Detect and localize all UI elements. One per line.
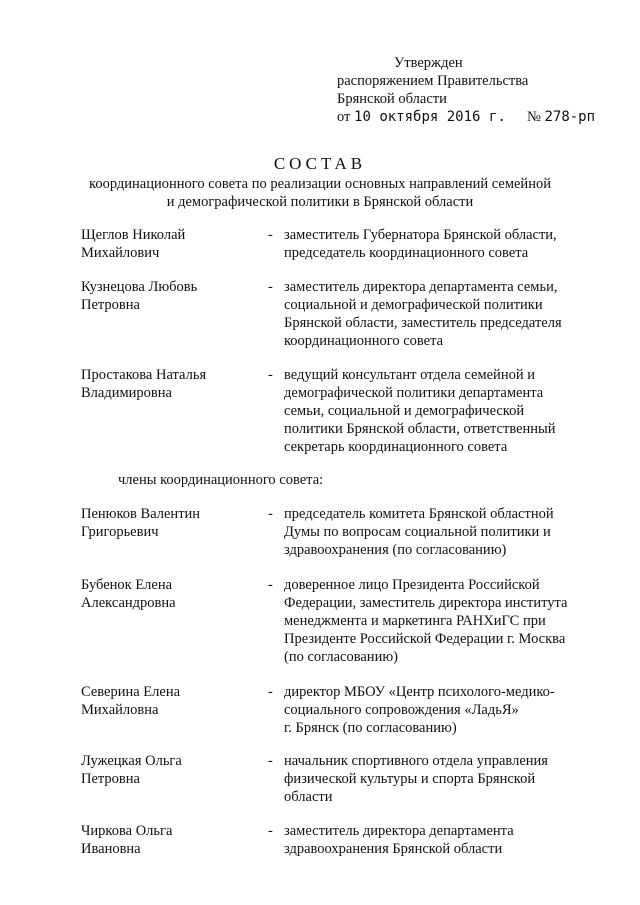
member-name xyxy=(81,505,256,541)
approval-date: 10 октября 2016 г. xyxy=(354,109,506,125)
member-patronymic: Михайловна xyxy=(81,702,159,718)
role-line: ведущий консультант отдела семейной и xyxy=(284,367,535,383)
role-line: физической культуры и спорта Брянской xyxy=(284,771,536,787)
approval-region: Брянской области xyxy=(337,91,447,107)
member-dash: - xyxy=(268,227,273,243)
role-line: демографической политики департамента xyxy=(284,385,544,401)
role-line: начальник спортивного отдела управления xyxy=(284,753,548,769)
member-role xyxy=(284,752,599,806)
role-line: здравоохранения Брянской области xyxy=(284,841,503,857)
member-dash: - xyxy=(268,684,273,700)
member-dash: - xyxy=(268,367,273,383)
member-patronymic: Александровна xyxy=(81,595,176,611)
role-line: заместитель директора департамента семьи, xyxy=(284,279,558,295)
member-patronymic: Михайлович xyxy=(81,245,160,261)
member-name xyxy=(81,576,256,612)
role-line: директор МБОУ «Центр психолого-медико- xyxy=(284,684,555,700)
role-line: председатель комитета Брянской областной xyxy=(284,506,554,522)
member-surname-first-name: Чиркова Ольга xyxy=(81,823,173,839)
member-dash: - xyxy=(268,279,273,295)
approval-block xyxy=(337,54,627,126)
member-role xyxy=(284,505,599,559)
member-role xyxy=(284,366,599,456)
approval-number-label: № xyxy=(527,109,541,125)
member-name xyxy=(81,822,256,858)
member-patronymic: Петровна xyxy=(81,771,140,787)
member-surname-first-name: Северина Елена xyxy=(81,684,181,700)
approval-decree: распоряжением Правительства xyxy=(337,73,529,89)
member-surname-first-name: Щеглов Николай xyxy=(81,227,186,243)
role-line: области xyxy=(284,789,333,805)
role-line: Думы по вопросам социальной политики и xyxy=(284,524,551,540)
role-line: доверенное лицо Президента Российской xyxy=(284,577,540,593)
member-role xyxy=(284,226,599,262)
member-patronymic: Владимировна xyxy=(81,385,172,401)
role-line: Президенте Российской Федерации г. Москва xyxy=(284,631,566,647)
member-surname-first-name: Бубенок Елена xyxy=(81,577,173,593)
role-line: менеджмента и маркетинга РАНХиГС при xyxy=(284,613,546,629)
member-role xyxy=(284,822,599,858)
role-line: Брянской области, заместитель председателя xyxy=(284,315,562,331)
member-patronymic: Петровна xyxy=(81,297,140,313)
subtitle-line: координационного совета по реализации основных направлений семейной xyxy=(89,176,551,192)
member-name xyxy=(81,278,256,314)
document-subtitle xyxy=(0,175,640,211)
role-line: здравоохранения (по согласованию) xyxy=(284,542,507,558)
approval-number: 278-рп xyxy=(544,109,596,125)
member-name xyxy=(81,752,256,788)
member-role xyxy=(284,278,599,350)
approval-date-line xyxy=(337,108,627,126)
member-surname-first-name: Пенюков Валентин xyxy=(81,506,201,522)
member-dash: - xyxy=(268,753,273,769)
role-line: координационного совета xyxy=(284,333,444,349)
role-line: семьи, социальной и демографической xyxy=(284,403,525,419)
role-line: социальной и демографической политики xyxy=(284,297,543,313)
role-line: социального сопровождения «ЛадьЯ» xyxy=(284,702,519,718)
approval-label: Утвержден xyxy=(394,55,463,71)
role-line: политики Брянской области, ответственный xyxy=(284,421,556,437)
role-line: секретарь координационного совета xyxy=(284,439,508,455)
member-surname-first-name: Простакова Наталья xyxy=(81,367,207,383)
role-line: г. Брянск (по согласованию) xyxy=(284,720,457,736)
member-role xyxy=(284,683,599,737)
member-patronymic: Григорьевич xyxy=(81,524,159,540)
role-line: заместитель Губернатора Брянской области, xyxy=(284,227,557,243)
subtitle-line: и демографической политики в Брянской области xyxy=(166,194,474,210)
approval-date-prefix: от xyxy=(337,109,351,125)
member-dash: - xyxy=(268,577,273,593)
member-name xyxy=(81,226,256,262)
role-line: Федерации, заместитель директора института xyxy=(284,595,568,611)
member-dash: - xyxy=(268,506,273,522)
role-line: председатель координационного совета xyxy=(284,245,529,261)
document-title: СОСТАВ xyxy=(273,154,367,173)
member-name xyxy=(81,366,256,402)
role-line: заместитель директора департамента xyxy=(284,823,514,839)
member-surname-first-name: Кузнецова Любовь xyxy=(81,279,198,295)
member-surname-first-name: Лужецкая Ольга xyxy=(81,753,182,769)
member-name xyxy=(81,683,256,719)
member-patronymic: Ивановна xyxy=(81,841,141,857)
member-role xyxy=(284,576,599,666)
role-line: (по согласованию) xyxy=(284,649,398,665)
members-section-label: члены координационного совета: xyxy=(118,472,324,488)
member-dash: - xyxy=(268,823,273,839)
